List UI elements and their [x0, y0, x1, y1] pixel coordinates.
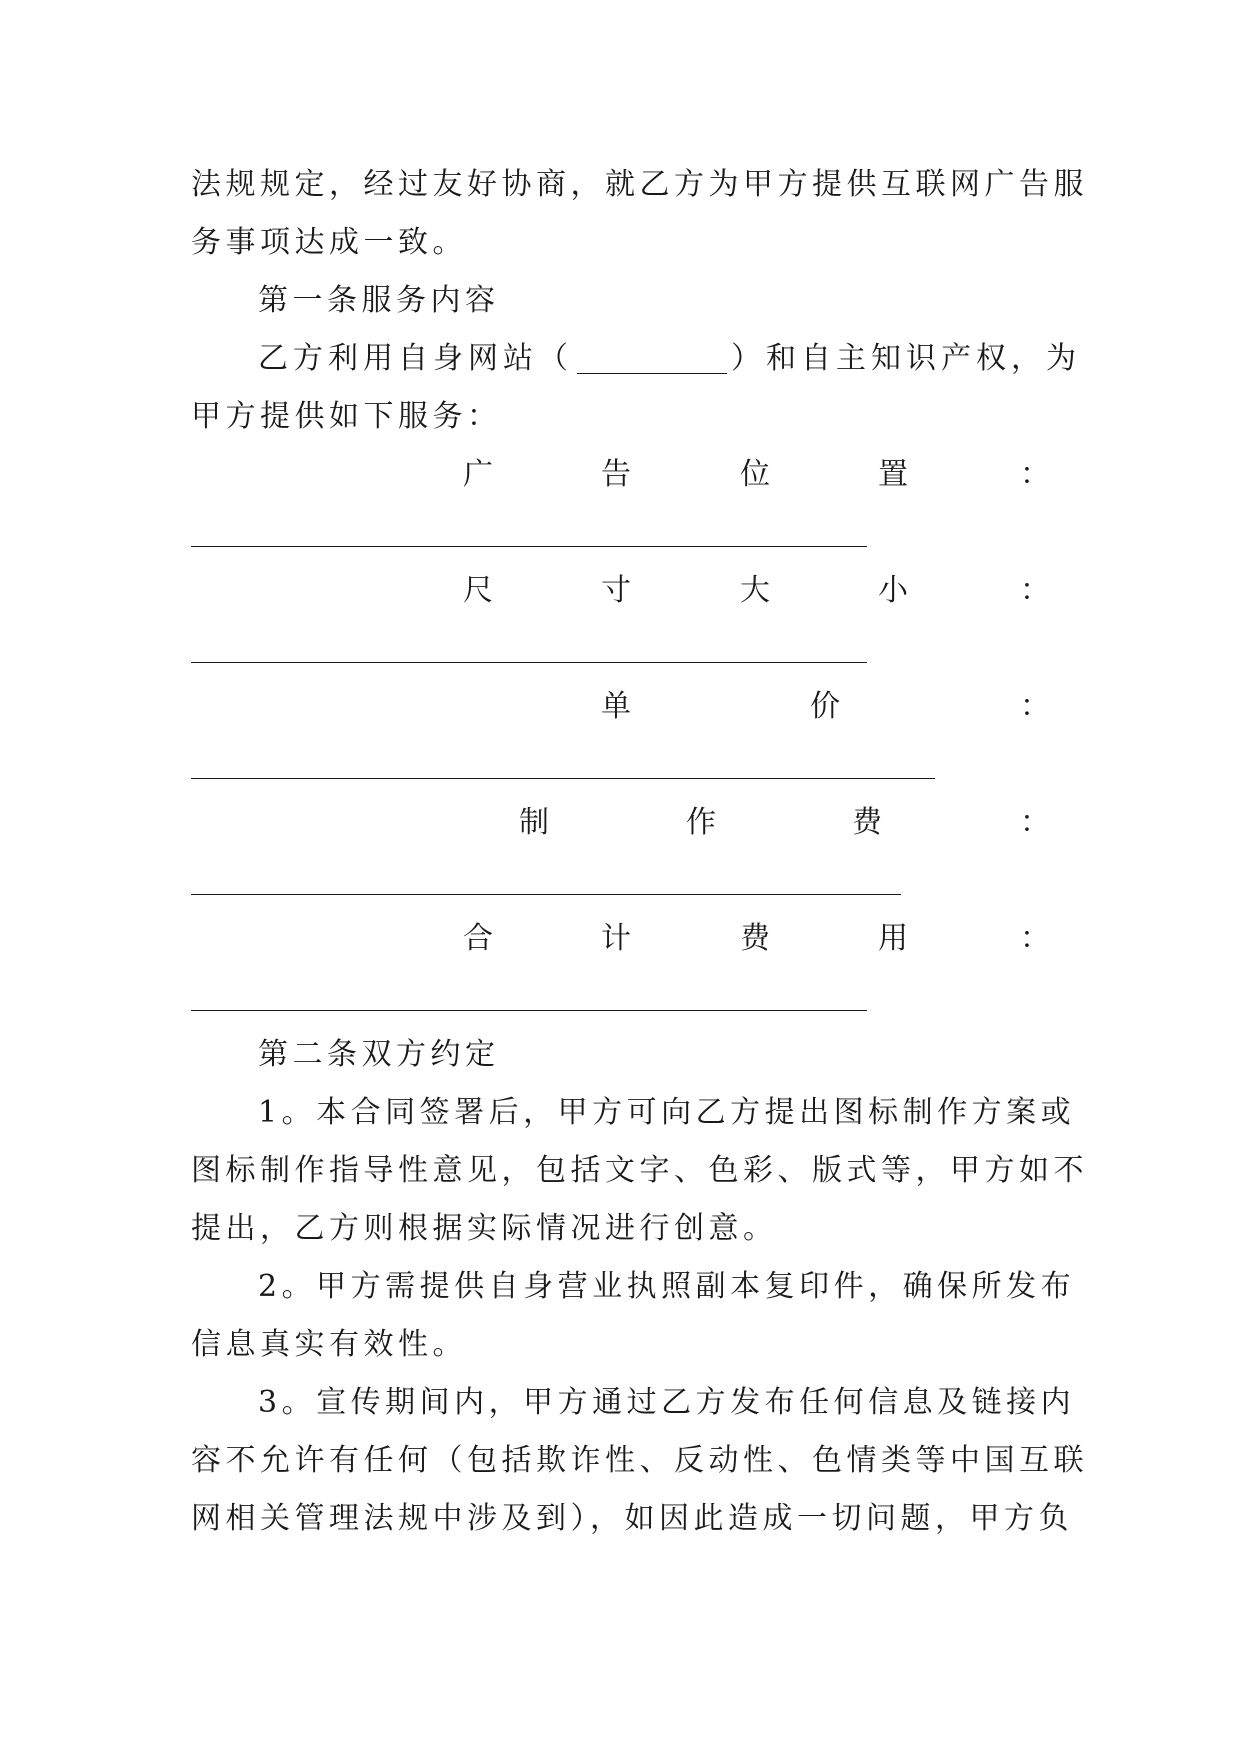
- paragraph-line: 容不允许有任何（包括欺诈性、反动性、色情类等中国互联: [191, 1443, 1088, 1478]
- field-char: 作: [686, 805, 716, 840]
- paragraph-line: 法规规定，经过友好协商，就乙方为甲方提供互联网广告服: [191, 167, 1088, 202]
- field-char: 价: [810, 689, 840, 724]
- field-char: 合: [463, 921, 493, 956]
- paragraph-line: 网相关管理法规中涉及到），如因此造成一切问题，甲方负: [191, 1501, 1073, 1536]
- field-char: 寸: [601, 573, 631, 608]
- unit-price-fill-line[interactable]: [191, 778, 935, 779]
- field-char: 小: [878, 573, 908, 608]
- field-char: 广: [463, 457, 493, 492]
- field-colon: ：: [1020, 689, 1050, 724]
- paragraph-line: 图标制作指导性意见，包括文字、色彩、版式等，甲方如不: [191, 1153, 1088, 1188]
- field-char: 单: [601, 689, 631, 724]
- article-2-title: 第二条双方约定: [258, 1037, 500, 1072]
- field-char: 尺: [463, 573, 493, 608]
- paragraph-line: 2。甲方需提供自身营业执照副本复印件，确保所发布: [258, 1269, 1076, 1304]
- field-production-fee-label: [0, 805, 1241, 840]
- total-fee-fill-line[interactable]: [191, 1010, 867, 1011]
- paragraph-line: 务事项达成一致。: [191, 225, 467, 260]
- website-blank-field[interactable]: [577, 347, 727, 374]
- field-char: 置: [878, 457, 908, 492]
- field-char: 费: [740, 921, 770, 956]
- paragraph-line: 甲方提供如下服务：: [191, 399, 502, 434]
- field-char: 大: [740, 573, 770, 608]
- field-char: 费: [852, 805, 882, 840]
- field-colon: ：: [1020, 921, 1050, 956]
- paragraph-line: 3。宣传期间内，甲方通过乙方发布任何信息及链接内: [258, 1385, 1076, 1420]
- paragraph-line: [258, 341, 1081, 376]
- field-char: 计: [601, 921, 631, 956]
- ad-position-fill-line[interactable]: [191, 546, 867, 547]
- article-1-title: 第一条服务内容: [258, 283, 500, 318]
- field-char: 制: [519, 805, 549, 840]
- field-colon: ：: [1020, 573, 1050, 608]
- field-char: 用: [878, 921, 908, 956]
- paragraph-text: ）和自主知识产权，为: [731, 341, 1081, 376]
- field-size-label: [0, 573, 1241, 608]
- field-char: 位: [740, 457, 770, 492]
- field-colon: ：: [1020, 805, 1050, 840]
- field-ad-position-label: [0, 457, 1241, 492]
- field-unit-price-label: [0, 689, 1241, 724]
- production-fee-fill-line[interactable]: [191, 894, 901, 895]
- field-total-fee-label: [0, 921, 1241, 956]
- field-colon: ：: [1020, 457, 1050, 492]
- field-char: 告: [601, 457, 631, 492]
- size-fill-line[interactable]: [191, 662, 867, 663]
- paragraph-line: 信息真实有效性。: [191, 1327, 467, 1362]
- paragraph-line: 提出，乙方则根据实际情况进行创意。: [191, 1211, 778, 1246]
- paragraph-line: 1。本合同签署后，甲方可向乙方提出图标制作方案或: [258, 1095, 1076, 1130]
- paragraph-text: 乙方利用自身网站（: [258, 341, 573, 376]
